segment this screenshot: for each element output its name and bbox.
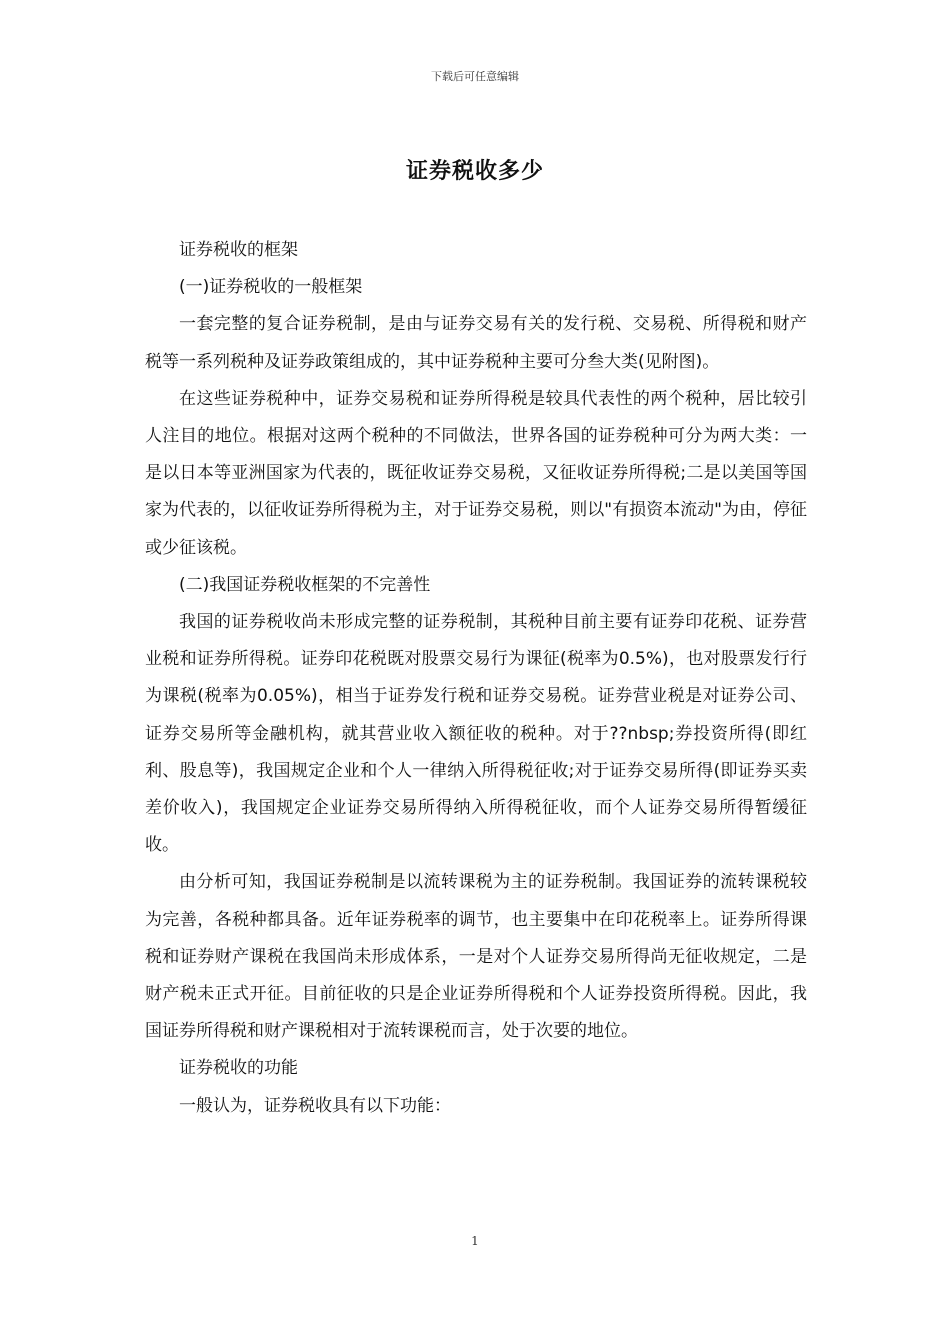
paragraph: 一套完整的复合证券税制，是由与证券交易有关的发行税、交易税、所得税和财产税等一系列税种及证券政策组成的，其中证券税种主要可分叁大类(见附图)。 (145, 314, 807, 372)
paragraph: 在这些证券税种中，证券交易税和证券所得税是较具代表性的两个税种，居比较引人注目的地位。根据对这两个税种的不同做法，世界各国的证券税种可分为两大类：一是以日本等亚洲国家为代表的，既征收证券交易税，又征收证券所得税;二是以美国等国家为代表的，以征收证券所得税为主，对于证券交易税，则以"有损资本流动"为由，停征或少征该税。 (145, 388, 807, 558)
document-body (145, 232, 807, 1125)
section-heading-framework: 证券税收的框架 (179, 240, 298, 260)
header-note: 下载后可任意编辑 (431, 70, 519, 83)
document-title: 证券税收多少 (405, 159, 544, 184)
page-number: 1 (471, 1234, 479, 1248)
subsection-heading-imperfection: (二)我国证券税收框架的不完善性 (179, 574, 431, 595)
paragraph: 由分析可知，我国证券税制是以流转课税为主的证券税制。我国证券的流转课税较为完善，各税种都具备。近年证券税率的调节，也主要集中在印花税率上。证券所得课税和证券财产课税在我国尚未形成体系，一是对个人证券交易所得尚无征收规定，二是财产税未正式开征。目前征收的只是企业证券所得税和个人证券投资所得税。因此，我国证券所得税和财产课税相对于流转课税而言，处于次要的地位。 (145, 872, 807, 1042)
paragraph: 我国的证券税收尚未形成完整的证券税制，其税种目前主要有证券印花税、证券营业税和证券所得税。证券印花税既对股票交易行为课征(税率为0.5%)，也对股票发行行为课税(税率为0.05%)，相当于证券发行税和证券交易税。证券营业税是对证券公司、证券交易所等金融机构，就其营业收入额征收的税种。对于??nbsp;券投资所得(即红利、股息等)，我国规定企业和个人一律纳入所得税征收;对于证券交易所得(即证券买卖差价收入)，我国规定企业证券交易所得纳入所得税征收，而个人证券交易所得暂缓征收。 (145, 612, 807, 856)
section-heading-function: 证券税收的功能 (179, 1058, 298, 1079)
subsection-heading-general: (一)证券税收的一般框架 (179, 277, 363, 298)
paragraph: 一般认为，证券税收具有以下功能： (179, 1095, 451, 1116)
